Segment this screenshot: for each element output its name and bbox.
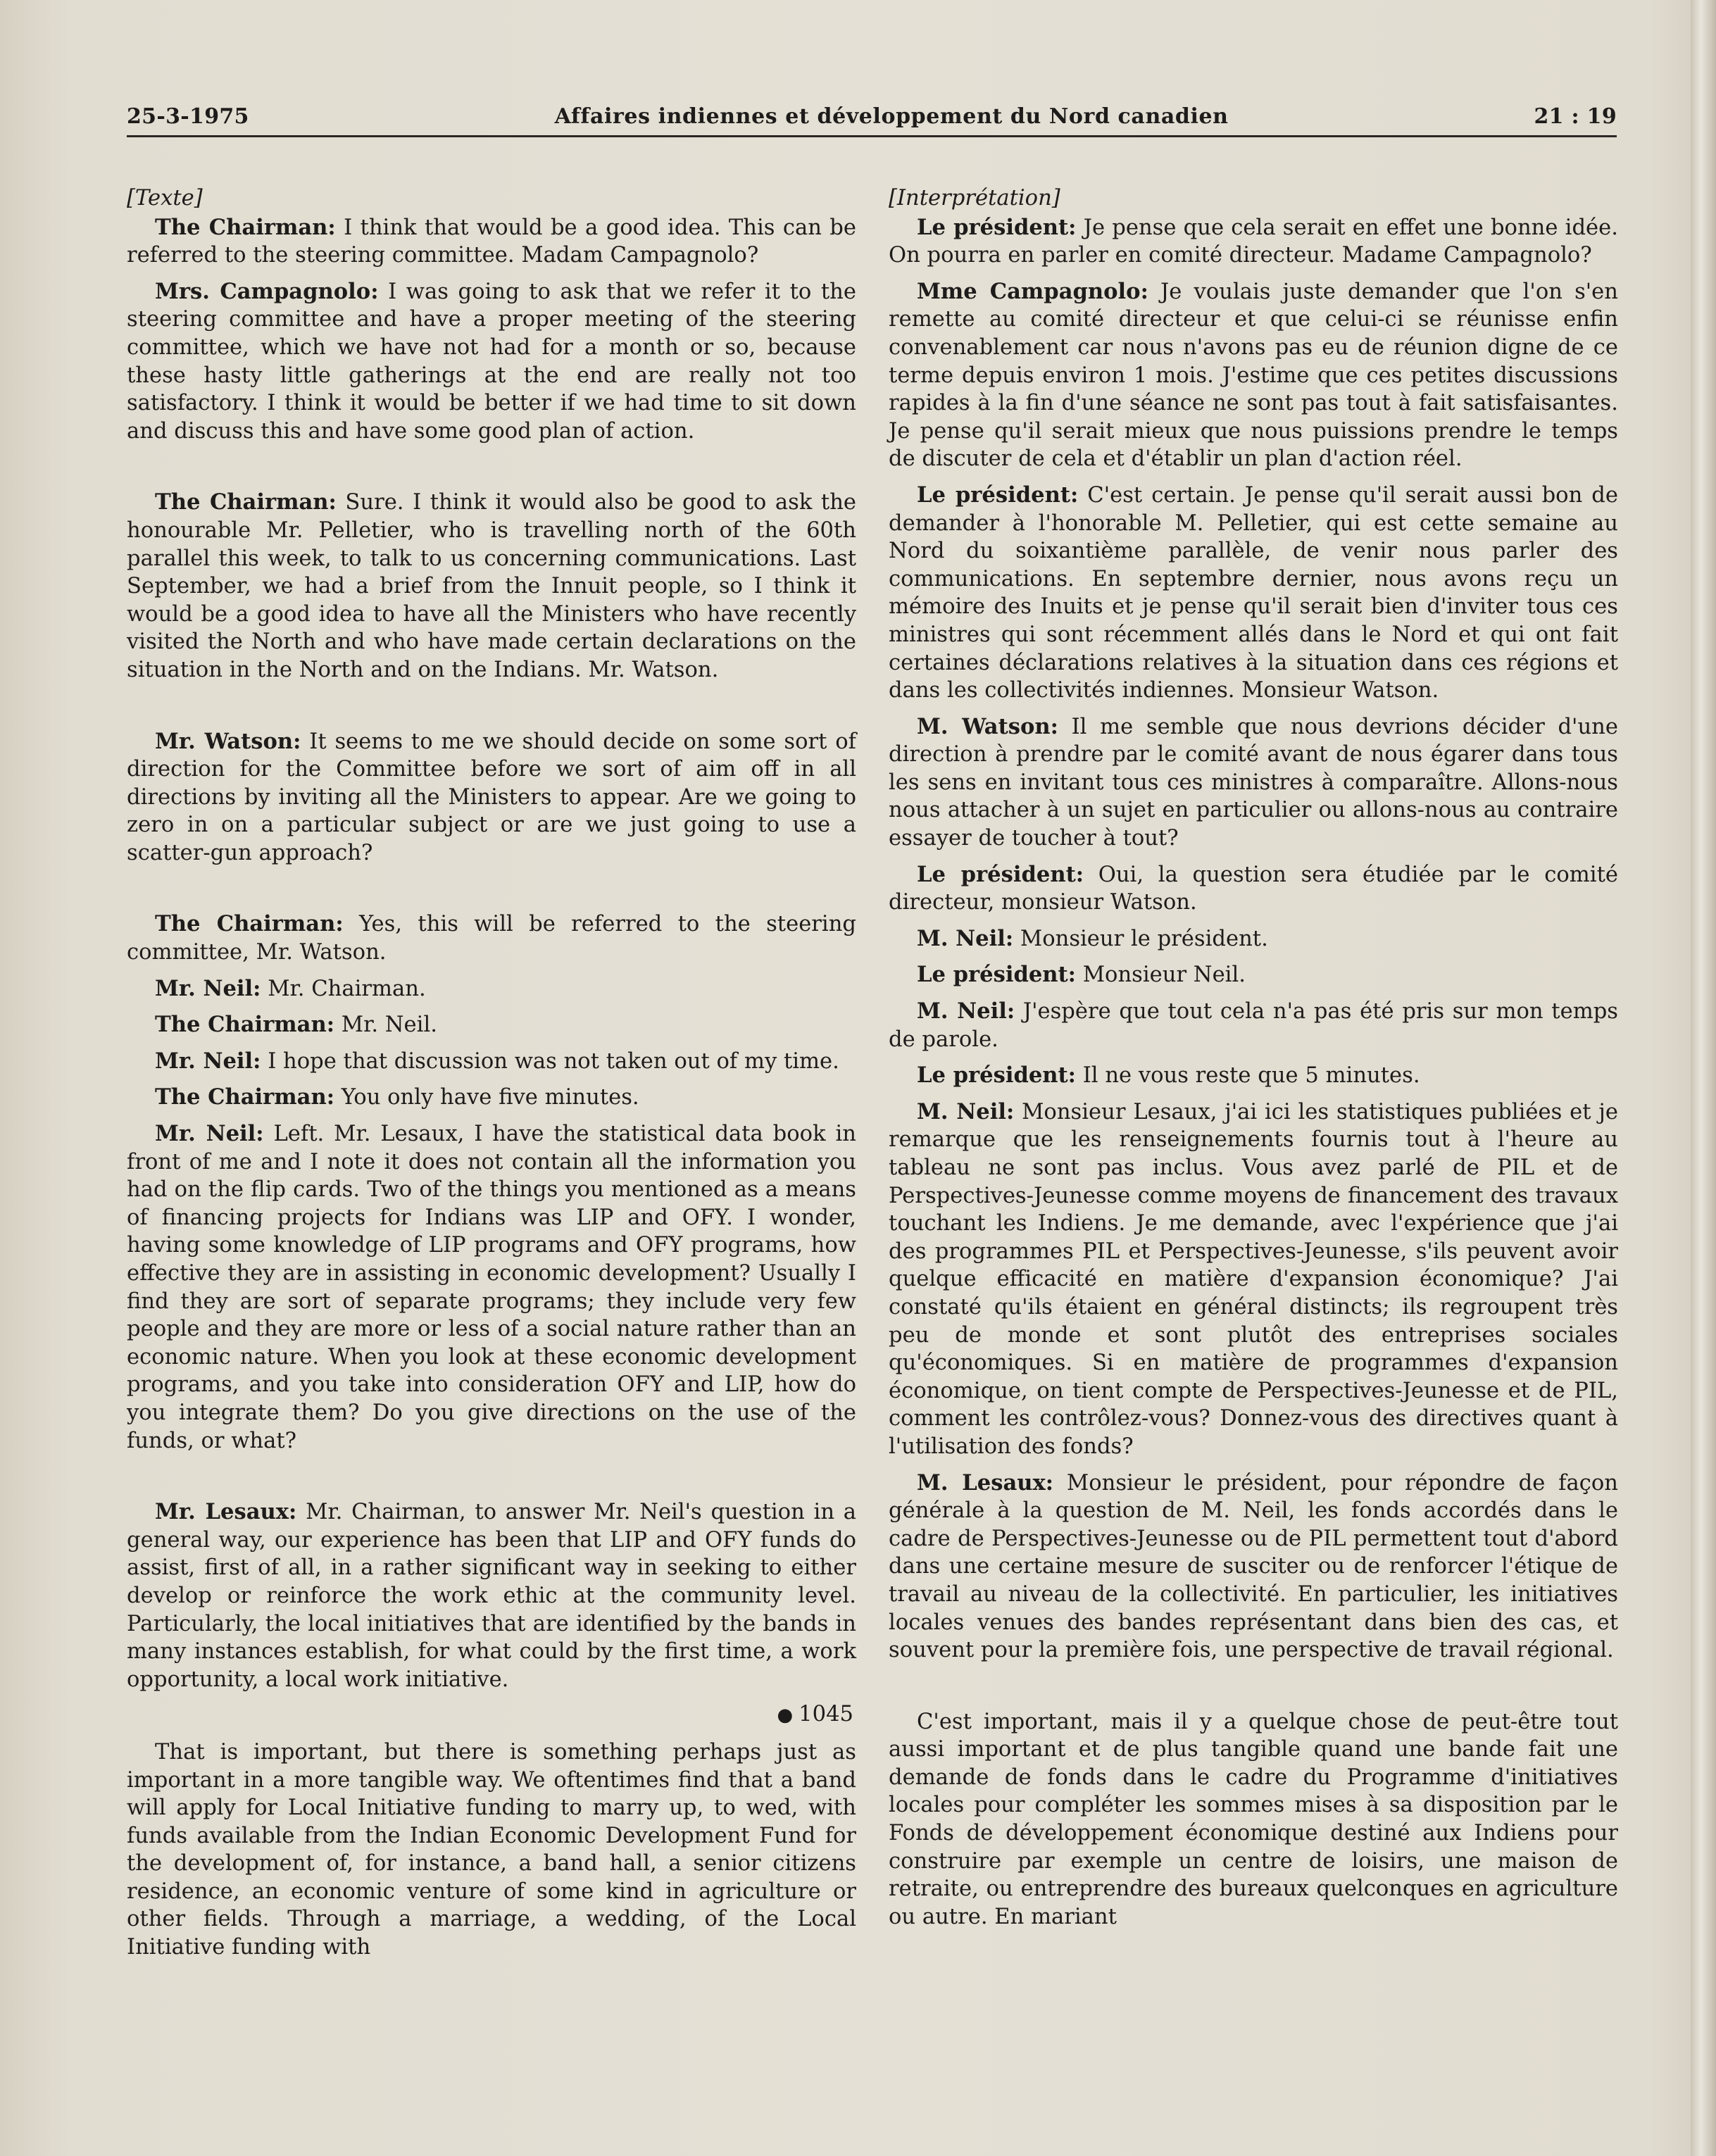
paragraph-text: You only have five minutes.: [341, 1085, 639, 1110]
paragraph-text: Oui, la question sera étudiée par le comité directeur, monsieur Watson.: [889, 862, 1618, 915]
paragraph: [127, 910, 856, 966]
paragraph: [127, 728, 856, 867]
speaker: Mr. Watson:: [155, 728, 301, 754]
speaker: Mr. Neil:: [155, 1121, 264, 1147]
paragraph: [889, 1098, 1618, 1461]
paragraph-text: It seems to me we should decide on some sort of direction for the Committee before we sort of aim off in all directions by inviting all the Ministers to appear. Are we going to zero in on a particular subject or are we just going to use a scatter-gun approach?: [127, 729, 857, 865]
paragraph: [127, 1048, 856, 1076]
time-marker: [127, 1700, 856, 1730]
time-marker-text: 1045: [798, 1702, 853, 1727]
paragraph-text: I was going to ask that we refer it to the steering committee and have a proper meeting of the steering committee, which we have not had for a month or so, because these hasty little gatherings at the end are really not too satisfactory. I think it would be better if we had time to sit down and discuss this and have some good plan of action.: [127, 279, 856, 444]
header-title: Affaires indiennes et développement du Nord canadien: [554, 104, 1229, 129]
paragraph: [889, 1062, 1618, 1090]
speaker: Mr. Neil:: [155, 975, 261, 1001]
bullet-icon: ●: [777, 1705, 794, 1726]
speaker: Le président:: [917, 214, 1077, 240]
french-column: [889, 184, 1618, 1931]
paragraph-text: J'espère que tout cela n'a pas été pris sur mon temps de parole.: [889, 999, 1618, 1052]
speaker: M. Neil:: [917, 925, 1014, 951]
paragraph: [127, 1120, 856, 1455]
paragraph-text: Mr. Chairman.: [268, 976, 426, 1001]
paragraph-text: Je pense que cela serait en effet une bonne idée. On pourra en parler en comité directeur. Madame Campagnolo?: [889, 215, 1618, 268]
speaker: Le président:: [917, 962, 1076, 988]
paragraph-text: Monsieur le président.: [1020, 926, 1268, 951]
paragraph-text: Je voulais juste demander que l'on s'en remette au comité directeur et que celui-ci se réunisse enfin convenablement car nous n'avons pas eu de réunion digne de ce terme depuis environ 1 mois. J'estime que ces petites discussions rapides à la fin d'une séance ne sont pas tout à fait satisfaisantes. Je pense qu'il serait mieux que nous puissions prendre le temps de discuter de cela et d'établir un plan d'action réel.: [889, 279, 1618, 472]
paragraph-text: C'est important, mais il y a quelque chose de peut-être tout aussi important et de plus tangible quand une bande fait une demande de fonds dans le cadre du Programme d'initiatives locales pour compléter les sommes mises à sa disposition par le Fonds de développement économique destiné aux Indiens pour construire par exemple un centre de loisirs, une maison de retraite, ou entreprendre des bureaux quelconques en agriculture ou autre. En mariant: [889, 1709, 1618, 1929]
paragraph: [889, 278, 1618, 473]
speaker: Mr. Neil:: [155, 1048, 261, 1074]
paragraph: [127, 278, 856, 446]
speaker: The Chairman:: [155, 911, 344, 937]
header-date: 25-3-1975: [127, 104, 249, 129]
paragraph: [127, 1738, 856, 1962]
paragraph-text: Il ne vous reste que 5 minutes.: [1082, 1063, 1420, 1089]
paragraph: [889, 482, 1618, 705]
paragraph-text: Sure. I think it would also be good to ask the honourable Mr. Pelletier, who is travelling north of the 60th parallel this week, to talk to us concerning communications. Last September, we had a brief from the Innuit people, so I think it would be a good idea to have all the Ministers who have recently visited the North and who have made certain declarations on the situation in the North and on the Indians. Mr. Watson.: [127, 490, 857, 682]
speaker: The Chairman:: [155, 489, 337, 515]
paragraph-text: Monsieur Lesaux, j'ai ici les statistiques publiées et je remarque que les renseignements fournis tout à l'heure au tableau ne sont pas inclus. Vous avez parlé de PIL et de Perspectives-Jeunesse comme moyens de financement des travaux touchant les Indiens. Je me demande, avec l'expérience que j'ai des programmes PIL et Perspectives-Jeunesse, s'ils peuvent avoir quelque efficacité en matière d'expansion économique? J'ai constaté qu'ils étaient en général distincts; ils regroupent très peu de monde et sont plutôt des entreprises sociales qu'économiques. Si en matière de programmes d'expansion économique, on tient compte de Perspectives-Jeunesse et de PIL, comment les contrôlez-vous? Donnez-vous des directives quant à l'utilisation des fonds?: [889, 1099, 1618, 1459]
paragraph-text: I think that would be a good idea. This can be referred to the steering committee. Madam Campagnolo?: [127, 215, 856, 268]
header-page-number: 21 : 19: [1534, 104, 1617, 129]
paragraph: [127, 1011, 856, 1039]
paragraph-text: Yes, this will be referred to the steering committee, Mr. Watson.: [127, 912, 857, 965]
paragraph-text: That is important, but there is something perhaps just as important in a more tangible way. We oftentimes find that a band will apply for Local Initiative funding to marry up, to wed, with funds available from the Indian Economic Development Fund for the development of, for instance, a band hall, a senior citizens residence, an economic venture of some kind in agriculture or other fields. Through a marriage, a wedding, of the Local Initiative funding with: [127, 1739, 856, 1960]
speaker: M. Watson:: [917, 713, 1058, 739]
header-rule: [127, 135, 1617, 137]
paragraph-text: C'est certain. Je pense qu'il serait aussi bon de demander à l'honorable M. Pelletier, qui est cette semaine au Nord du soixantième parallèle, de venir nous parler des communications. En septembre dernier, nous avons reçu un mémoire des Inuits et je pense qu'il serait bien d'inviter tous ces ministres qui sont récemment allés dans le Nord et qui ont fait certaines déclarations relatives à la situation dans ces régions et dans les collectivités indiennes. Monsieur Watson.: [889, 482, 1618, 703]
paragraph-text: Mr. Chairman, to answer Mr. Neil's question in a general way, our experience has been that LIP and OFY funds do assist, first of all, in a rather significant way in seeking to either develop or reinforce the work ethic at the community level. Particularly, the local initiatives that are identified by the bands in many instances establish, for what could by the first time, a work opportunity, a local work initiative.: [127, 1500, 857, 1692]
speaker: Le président:: [917, 482, 1079, 508]
paragraph: [127, 214, 856, 270]
paragraph-text: I hope that discussion was not taken out of my time.: [268, 1048, 839, 1074]
speaker: The Chairman:: [155, 1084, 335, 1110]
speaker: The Chairman:: [155, 214, 336, 240]
speaker: Mrs. Campagnolo:: [155, 278, 379, 304]
speaker: M. Neil:: [917, 1098, 1015, 1124]
paragraph: [889, 998, 1618, 1053]
paragraph-text: Monsieur le président, pour répondre de façon générale à la question de M. Neil, les fonds accordés dans le cadre de Perspectives-Jeunesse ou de PIL permettent tout d'abord dans une certaine mesure de susciter ou de renforcer l'étique de travail au niveau de la collectivité. En particulier, les initiatives locales venues des bandes représentant dans bien des cas, et souvent pour la première fois, une perspective de travail régional.: [889, 1470, 1618, 1663]
english-column: [127, 184, 856, 1962]
paragraph: [889, 961, 1618, 989]
paragraph-text: Il me semble que nous devrions décider d'une direction à prendre par le comité avant de nous égarer dans tous les sens en invitant tous ces ministres à comparaître. Allons-nous nous attacher à un sujet en particulier ou allons-nous au contraire essayer de toucher à tout?: [889, 714, 1618, 851]
paragraph: [889, 1708, 1618, 1931]
paragraph: [889, 214, 1618, 270]
paragraph: [127, 489, 856, 684]
paragraph-text: Monsieur Neil.: [1082, 963, 1246, 988]
paragraph: [889, 861, 1618, 917]
paragraph: [127, 975, 856, 1003]
paragraph: [127, 1498, 856, 1693]
speaker: Mr. Lesaux:: [155, 1499, 297, 1525]
speaker: Mme Campagnolo:: [917, 278, 1148, 304]
paragraph-text: Left. Mr. Lesaux, I have the statistical data book in front of me and I note it does not contain all the information you had on the flip cards. Two of the things you mentioned as a means of financing projects for Indians was LIP and OFY. I wonder, having some knowledge of LIP programs and OFY programs, how effective they are in assisting in economic development? Usually I find they are sort of separate programs; they include very few people and they are more or less of a social nature rather than an economic nature. When you look at these economic development programs, and you take into consideration OFY and LIP, how do you integrate them? Do you give directions on the use of the funds, or what?: [127, 1122, 856, 1453]
paragraph: [889, 713, 1618, 853]
running-header: [127, 104, 1617, 137]
column-label: [Texte]: [127, 186, 203, 211]
speaker: Le président:: [917, 861, 1084, 887]
speaker: Le président:: [917, 1063, 1076, 1089]
speaker: The Chairman:: [155, 1012, 335, 1038]
page-edge: [1691, 0, 1716, 2156]
paragraph: [889, 925, 1618, 953]
paragraph: [127, 1084, 856, 1112]
paragraph: [889, 1469, 1618, 1665]
speaker: M. Neil:: [917, 998, 1015, 1024]
paragraph-text: Mr. Neil.: [341, 1013, 437, 1038]
column-label: [Interprétation]: [889, 186, 1060, 211]
speaker: M. Lesaux:: [917, 1469, 1054, 1496]
